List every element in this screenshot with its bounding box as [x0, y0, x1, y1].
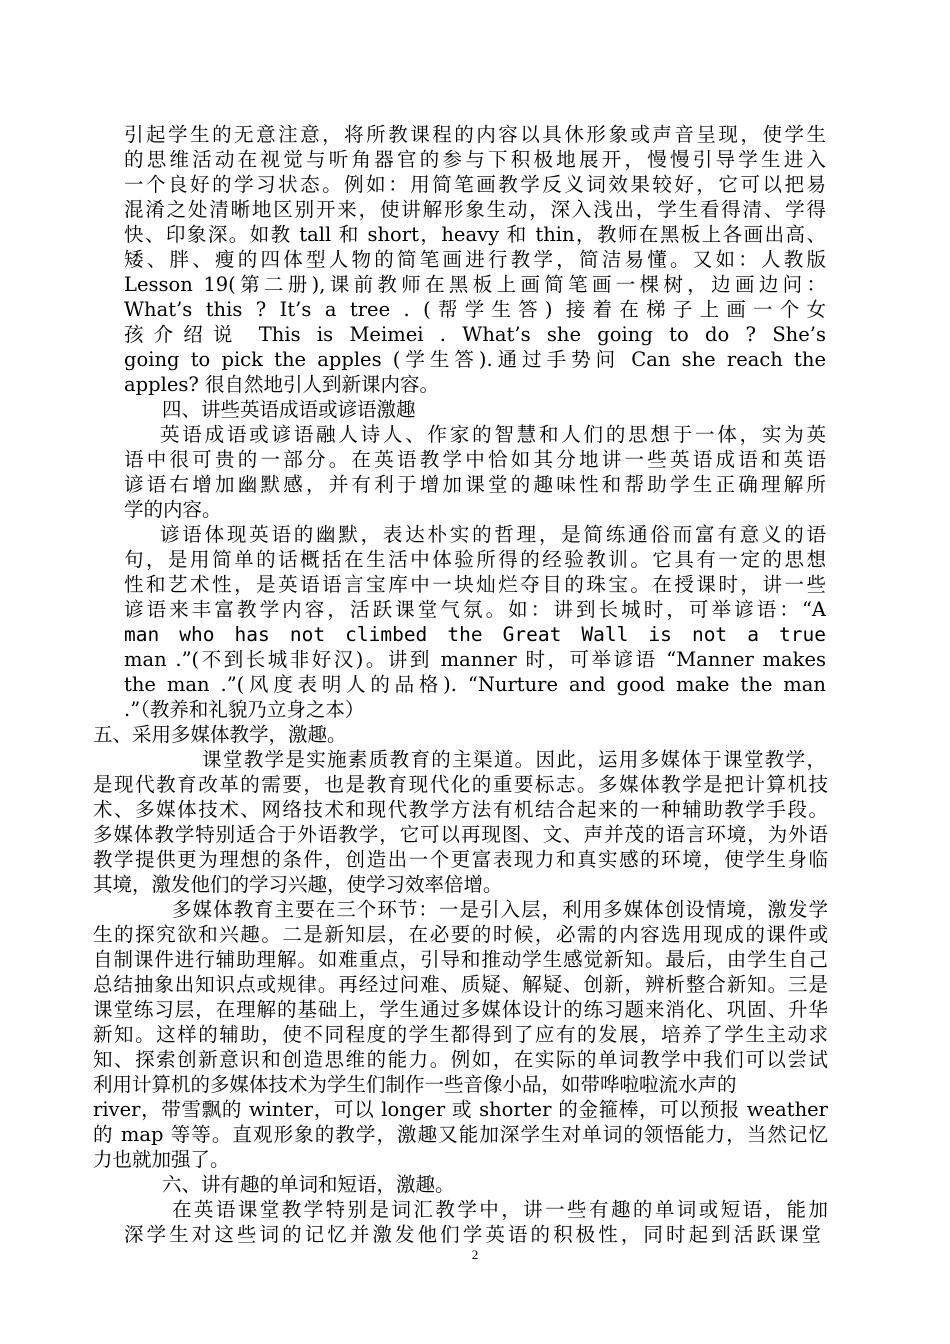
body-line: the man .”(风度表明人的品格). “Nurture and good make the man — [124, 673, 826, 696]
body-line: 生的探究欲和兴趣。二是新知层，在必要的时候，必需的内容选用现成的课件或 — [93, 923, 828, 946]
body-line: 力也就加强了。 — [93, 1148, 230, 1171]
body-line: What’s this ? It’s a tree . (帮学生答) 接着在梯子上画一个女 — [124, 298, 826, 321]
body-line: apples? 很自然地引人到新课内容。 — [124, 373, 440, 396]
body-line: 新知。这样的辅助，使不同程度的学生都得到了应有的发展，培养了学生主动求 — [93, 1023, 828, 1046]
body-line: 矮、胖、瘦的四体型人物的简笔画进行教学，简洁易懂。又如：人教版 — [124, 248, 826, 271]
body-line: 其境，激发他们的学习兴趣，使学习效率倍增。 — [93, 873, 503, 896]
body-line: 孩介绍说 This is Meimei . What’s she going to do ? She’s — [124, 323, 826, 346]
body-line: 性和艺术性，是英语语言宝库中一块灿烂夺目的珠宝。在授课时，讲一些 — [124, 573, 826, 596]
body-line: river，带雪飘的 winter，可以 longer 或 shorter 的金箍棒，可以预报 weather — [93, 1098, 828, 1121]
body-line: 教学提供更为理想的条件，创造出一个更富表现力和真实感的环境，使学生身临 — [93, 848, 828, 871]
body-line: 课堂练习层，在理解的基础上，学生通过多媒体设计的练习题来消化、巩固、升华 — [93, 998, 828, 1021]
body-line: 是现代教育改革的需要，也是教育现代化的重要标志。多媒体教学是把计算机技 — [93, 773, 828, 796]
body-line: 句，是用简单的话概括在生活中体验所得的经验教训。它具有一定的思想 — [124, 548, 826, 571]
body-line: 谚语右增加幽默感，并有利于增加课堂的趣味性和帮助学生正确理解所 — [124, 473, 826, 496]
body-line: 英语成语或谚语融人诗人、作家的智慧和人们的思想于一体，实为英 — [160, 423, 826, 446]
body-line: 的思维活动在视觉与听角器官的参与下积极地展开，慢慢引导学生进入 — [124, 148, 826, 171]
body-line: 知、探索创新意识和创造思维的能力。例如，在实际的单词教学中我们可以尝试 — [93, 1048, 828, 1071]
section-heading: 四、讲些英语成语或谚语激趣 — [162, 398, 416, 421]
body-line: 自制课件进行辅助理解。如难重点，引导和推动学生感觉新知。最后，由学生自己 — [93, 948, 828, 971]
body-line: 引起学生的无意注意，将所教课程的内容以具休形象或声音呈现，使学生 — [124, 123, 826, 146]
body-line: Lesson 19(第二册),课前教师在黑板上画简笔画一棵树，边画边问： — [124, 273, 826, 296]
body-line: man .”(不到长城非好汉)。讲到 manner 时，可举谚语 “Manner makes — [124, 648, 826, 671]
body-line: .”（教养和礼貌乃立身之本） — [124, 698, 365, 721]
body-line: 学的内容。 — [124, 498, 222, 521]
body-line: 多媒体教育主要在三个环节：一是引入层，利用多媒体创设情境，激发学 — [172, 898, 828, 921]
body-line: 混淆之处清晰地区别开来，使讲解形象生动，深入浅出，学生看得清、学得 — [124, 198, 826, 221]
body-line: 谚语体现英语的幽默，表达朴实的哲理，是简练通俗而富有意义的语 — [160, 523, 826, 546]
page-number: 2 — [471, 1247, 479, 1262]
body-line: 深学生对这些词的记忆并激发他们学英语的积极性，同时起到活跃课堂 — [124, 1223, 821, 1246]
body-line: 语中很可贵的一部分。在英语教学中恰如其分地讲一些英语成语和英语 — [124, 448, 826, 471]
body-line: 多媒体教学特别适合于外语教学，它可以再现图、文、声并茂的语言环境，为外语 — [93, 823, 828, 846]
body-line: 谚语来丰富教学内容，活跃课堂气氛。如：讲到长城时，可举谚语：“A — [124, 598, 826, 621]
body-line: 的 map 等等。直观形象的教学，激趣又能加深学生对单词的领悟能力，当然记忆 — [93, 1123, 828, 1146]
body-line: going to pick the apples (学生答).通过手势问 Can she reach the — [124, 348, 826, 371]
body-line: 总结抽象出知识点或规律。再经过问难、质疑、解疑、创新，辨析整合新知。三是 — [93, 973, 828, 996]
body-line: 利用计算机的多媒体技术为学生们制作一些音像小品，如带哗啦啦流水声的 — [93, 1073, 737, 1096]
body-line: 快、印象深。如教 tall 和 short，heavy 和 thin，教师在黑板上各画出高、 — [124, 223, 826, 246]
body-line: 在英语课堂教学特别是词汇教学中，讲一些有趣的单词或短语，能加 — [172, 1198, 828, 1221]
body-line: man who has not climbed the Great Wall is not a true — [124, 623, 826, 646]
body-line: 一个良好的学习状态。例如：用简笔画教学反义词效果较好，它可以把易 — [124, 173, 826, 196]
section-heading: 六、讲有趣的单词和短语，激趣。 — [162, 1173, 455, 1196]
body-line: 课堂教学是实施素质教育的主渠道。因此，运用多媒体于课堂教学， — [202, 748, 826, 771]
body-line: 术、多媒体技术、网络技术和现代教学方法有机结合起来的一种辅助教学手段。 — [93, 798, 828, 821]
section-heading: 五、采用多媒体教学，激趣。 — [93, 723, 347, 746]
